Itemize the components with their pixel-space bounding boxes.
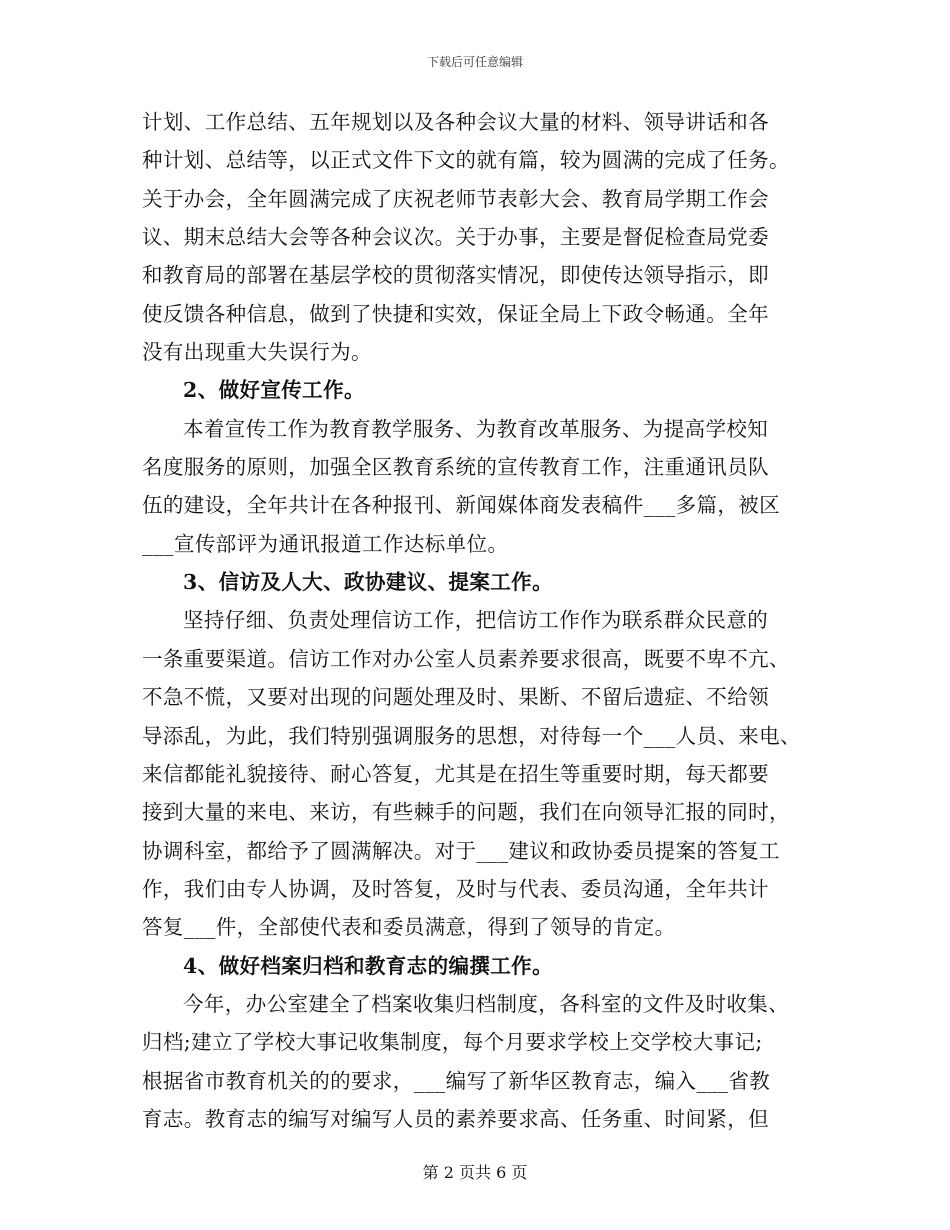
text-line: 今年，办公室建全了档案收集归档制度，各科室的文件及时收集、 bbox=[183, 991, 790, 1016]
text-line: 作，我们由专人协调，及时答复，及时与代表、委员沟通，全年共计 bbox=[142, 876, 769, 901]
text-line: 种计划、总结等，以正式文件下文的就有篇，较为圆满的完成了任务。 bbox=[142, 148, 790, 173]
text-line: 归档;建立了学校大事记收集制度，每个月要求学校上交学校大事记; bbox=[142, 1030, 763, 1055]
text-line: 使反馈各种信息，做到了快捷和实效，保证全局上下政令畅通。全年 bbox=[142, 301, 769, 326]
text-line: 接到大量的来电、来访，有些棘手的问题，我们在向领导汇报的同时， bbox=[142, 800, 790, 825]
text-line: 和教育局的部署在基层学校的贯彻落实情况，即使传达领导指示，即 bbox=[142, 263, 769, 288]
section-heading: 4、做好档案归档和教育志的编撰工作。 bbox=[183, 953, 553, 978]
text-line: ___宣传部评为通讯报道工作达标单位。 bbox=[142, 531, 509, 556]
text-line: 一条重要渠道。信访工作对办公室人员素养要求很高，既要不卑不亢、 bbox=[142, 646, 790, 671]
text-line: 坚持仔细、负责处理信访工作，把信访工作作为联系群众民意的 bbox=[183, 608, 769, 633]
text-line: 导添乱，为此，我们特别强调服务的思想，对待每一个___人员、来电、 bbox=[142, 723, 801, 748]
text-line: 关于办会，全年圆满完成了庆祝老师节表彰大会、教育局学期工作会 bbox=[142, 186, 769, 211]
text-line: 协调科室，都给予了圆满解决。对于___建议和政协委员提案的答复工 bbox=[142, 838, 781, 863]
text-line: 根据省市教育机关的的要求，___编写了新华区教育志，编入___省教 bbox=[142, 1068, 771, 1093]
text-line: 来信都能礼貌接待、耐心答复，尤其是在招生等重要时期，每天都要 bbox=[142, 761, 769, 786]
page-footer: 第 2 页共 6 页 bbox=[422, 1163, 528, 1182]
section-heading: 3、信访及人大、政协建议、提案工作。 bbox=[183, 570, 553, 595]
document-body bbox=[142, 103, 822, 1138]
section-heading: 2、做好宣传工作。 bbox=[183, 378, 365, 403]
text-line: 伍的建设，全年共计在各种报刊、新闻媒体商发表稿件___多篇，被区 bbox=[142, 493, 781, 518]
text-line: 计划、工作总结、五年规划以及各种会议大量的材料、领导讲话和各 bbox=[142, 110, 769, 134]
text-line: 本着宣传工作为教育教学服务、为教育改革服务、为提高学校知 bbox=[183, 416, 769, 441]
text-line: 名度服务的原则，加强全区教育系统的宣传教育工作，注重通讯员队 bbox=[142, 455, 769, 480]
text-line: 议、期末总结大会等各种会议次。关于办事，主要是督促检查局党委 bbox=[142, 225, 769, 250]
text-line: 没有出现重大失误行为。 bbox=[142, 340, 372, 365]
text-line: 答复___件，全部使代表和委员满意，得到了领导的肯定。 bbox=[142, 915, 676, 940]
text-line: 育志。教育志的编写对编写人员的素养要求高、任务重、时间紧，但 bbox=[142, 1106, 769, 1131]
page-header: 下载后可任意编辑 bbox=[426, 55, 523, 69]
text-line: 不急不慌，又要对出现的问题处理及时、果断、不留后遗症、不给领 bbox=[142, 685, 769, 710]
